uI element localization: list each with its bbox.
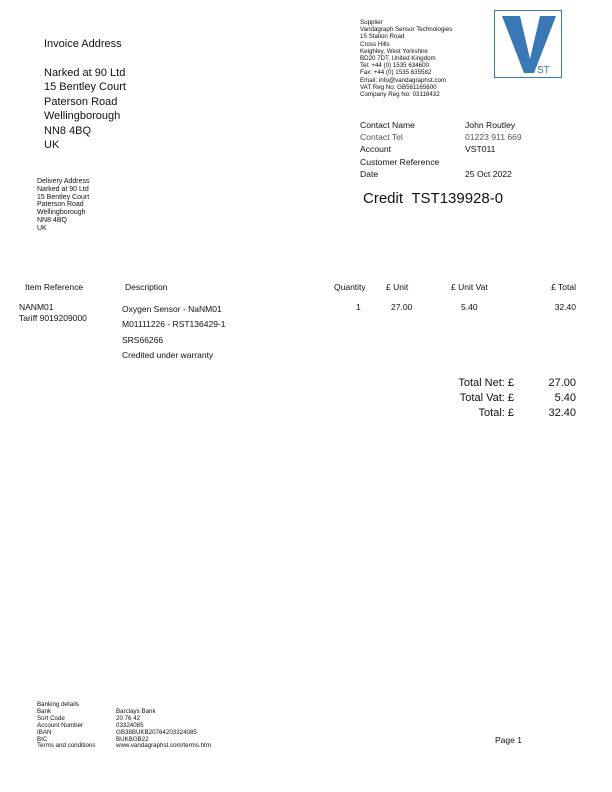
credit-title — [363, 190, 503, 207]
supplier-line: Cross Hills — [360, 40, 390, 48]
row-total: 32.40 — [554, 302, 576, 312]
supplier-line: BD20 7DT, United Kingdom — [360, 55, 436, 63]
invoice-address-line: 15 Bentley Court — [44, 81, 126, 93]
supplier-line: 15 Station Road — [360, 33, 405, 41]
contact-name-row — [360, 119, 522, 131]
supplier-line: VAT Reg No: GB561165600 — [360, 83, 437, 91]
invoice-address-line: Narked at 90 Ltd — [44, 66, 126, 79]
item-tariff: Tariff 9019209000 — [19, 313, 87, 323]
bank-label: IBAN — [37, 728, 52, 736]
invoice-address-heading: Invoice Address — [44, 38, 122, 50]
header-unit-vat: £ Unit Vat — [451, 282, 488, 292]
delivery-address — [37, 178, 90, 233]
supplier-line: Vandagraph Sensor Technologies — [360, 26, 453, 34]
delivery-address-heading: Delivery Address — [37, 178, 90, 185]
customer-reference-label: Customer Reference — [360, 156, 440, 167]
grand-total-label: Total: £ — [478, 407, 514, 419]
credit-label: Credit — [363, 190, 404, 207]
delivery-address-line: Narked at 90 Ltd — [37, 185, 89, 193]
terms-link[interactable]: www.vandagraphst.com/terms.htm — [116, 742, 211, 750]
description-line: Oxygen Sensor - NaNM01 — [122, 304, 222, 314]
contact-name-label: Contact Name — [360, 120, 415, 130]
customer-reference-row — [360, 156, 522, 168]
bank-label: Bank — [37, 707, 52, 715]
totals-labels — [410, 376, 514, 421]
page-number: Page 1 — [495, 735, 522, 745]
supplier-line: Fax: +44 (0) 1535 635582 — [360, 69, 432, 77]
delivery-address-line: NN8 4BQ — [37, 216, 67, 224]
supplier-line: Email: info@vandagraphst.com — [360, 76, 447, 84]
supplier-block — [360, 19, 452, 98]
invoice-address-line: Paterson Road — [44, 95, 118, 108]
supplier-line: Tel: +44 (0) 1535 634600 — [360, 62, 429, 70]
bank-label: BIC — [37, 735, 48, 743]
totals-values — [516, 376, 576, 421]
invoice-address-line: UK — [44, 139, 60, 151]
bank-row — [37, 743, 211, 750]
item-ref-code: NANM01 — [19, 302, 54, 312]
logo-text: ST — [537, 65, 550, 76]
description-line: SRS66266 — [122, 334, 164, 345]
header-total: £ Total — [551, 282, 576, 292]
banking-heading: Banking details — [37, 701, 79, 708]
bank-value: BUKBGB22 — [116, 735, 149, 743]
invoice-address-line: Wellingborough — [44, 110, 121, 122]
row-unit: 27.00 — [391, 302, 413, 312]
contact-tel-value: 01223 911 669 — [465, 132, 522, 143]
contact-tel-row — [360, 131, 522, 143]
total-net-label: Total Net: £ — [458, 377, 514, 389]
date-row — [360, 168, 522, 180]
header-description: Description — [125, 282, 168, 292]
contact-block — [360, 119, 522, 180]
total-net-value: 27.00 — [548, 377, 576, 389]
contact-tel-label: Contact Tel — [360, 132, 403, 143]
banking-details — [37, 702, 211, 750]
bank-value: 03324085 — [116, 721, 144, 729]
total-vat-label: Total Vat: £ — [459, 392, 514, 404]
delivery-address-line: Wellingborough — [37, 209, 86, 217]
total-vat-value: 5.40 — [554, 392, 576, 404]
account-label: Account — [360, 144, 392, 155]
bank-value: 20 76 42 — [116, 714, 141, 722]
row-quantity: 1 — [356, 302, 361, 312]
bank-label: Terms and conditions — [37, 742, 96, 750]
row-unit-vat: 5.40 — [461, 302, 478, 312]
company-logo — [494, 10, 562, 78]
account-value: VST011 — [465, 144, 496, 155]
credit-number: TST139928-0 — [411, 190, 504, 207]
header-item-reference: Item Reference — [25, 282, 84, 292]
vst-logo-icon — [495, 11, 561, 77]
supplier-line: Keighley, West Yorkshire — [360, 47, 428, 55]
bank-label: Sort Code — [37, 714, 65, 722]
bank-value: GB38BUKB20764203324085 — [116, 728, 197, 736]
supplier-heading: Supplier — [360, 19, 383, 26]
contact-name-value: John Routley — [465, 120, 516, 130]
header-unit: £ Unit — [386, 282, 409, 292]
bank-value: Barclays Bank — [116, 707, 156, 715]
supplier-line: Company Reg No: 03118432 — [360, 91, 440, 99]
invoice-address — [44, 37, 126, 153]
delivery-address-line: 15 Bentley Court — [37, 193, 90, 201]
date-label: Date — [360, 168, 379, 179]
bank-label: Account Number — [37, 721, 84, 729]
delivery-address-line: UK — [37, 224, 47, 232]
account-row — [360, 143, 522, 155]
delivery-address-line: Paterson Road — [37, 201, 84, 209]
description-line: Credited under warranty — [122, 349, 214, 360]
date-value: 25 Oct 2022 — [465, 168, 512, 179]
header-quantity: Quantity — [334, 282, 366, 292]
description-line: M01111226 - RST136429-1 — [122, 319, 226, 330]
table-row-item-reference — [19, 302, 87, 324]
grand-total-value: 32.40 — [548, 407, 576, 419]
table-row-description — [122, 302, 225, 363]
invoice-address-line: NN8 4BQ — [44, 124, 92, 137]
